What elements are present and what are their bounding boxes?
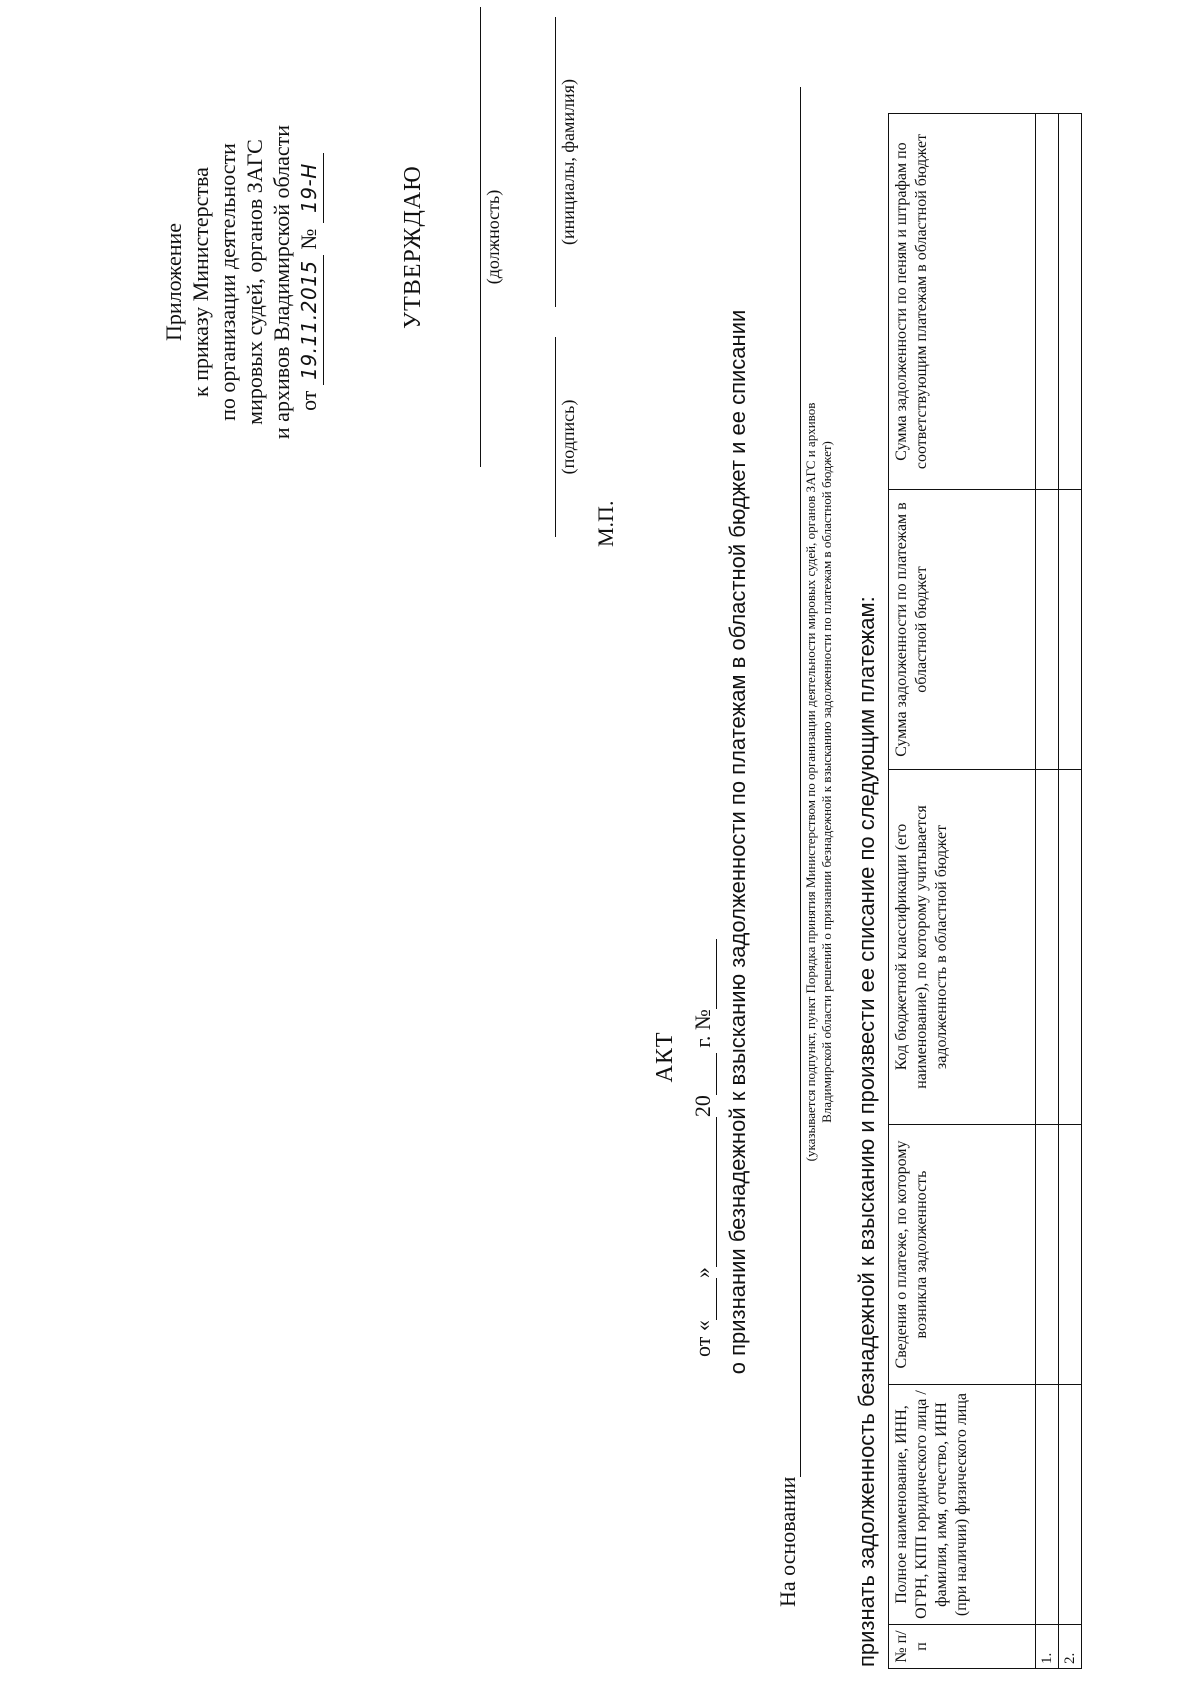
approval-title: УТВЕРЖДАЮ [400, 165, 426, 329]
appendix-number-handwritten: 19-Н [296, 153, 324, 223]
table-row [1059, 114, 1082, 1669]
appendix-line-4: мировых судей, органов ЗАГС [242, 139, 267, 425]
name-line [555, 17, 556, 307]
table-cell [1059, 770, 1082, 1125]
seal-placeholder: М.П. [593, 500, 618, 547]
appendix-number-label: № [296, 228, 321, 250]
act-dateline [690, 657, 717, 1357]
header-budget-code: Код бюджетной классификации (его наименование), по которому учитывается задолженность в областной бюджет [889, 770, 1036, 1125]
appendix-line-6 [295, 22, 324, 542]
appendix-line-3: по организации деятельности [215, 143, 240, 421]
appendix-block [160, 22, 324, 542]
appendix-line-1: Приложение [161, 222, 186, 342]
table-cell [1036, 770, 1059, 1125]
basis-note-line-1: (указывается подпункт, пункт Порядка принятия Министерством по организации деятельности мировых судей, органов ЗАГС и архивов [803, 402, 818, 1162]
table-cell: 2. [1059, 1625, 1082, 1669]
basis-note [803, 87, 835, 1477]
basis-line [800, 87, 801, 1477]
position-line [480, 7, 481, 467]
table-cell [1059, 1385, 1082, 1625]
dateline-quote-close: » [690, 1267, 715, 1279]
table-cell [1036, 490, 1059, 770]
table-cell [1036, 1385, 1059, 1625]
header-number: № п/п [889, 1625, 1036, 1669]
act-subject: о признании безнадежной к взысканию задолженности по платежам в областной бюджет и ее списании [725, 309, 750, 1375]
header-penalty-sum: Сумма задолженности по пеням и штрафам по соответствующим платежам в областной бюджет [889, 114, 1036, 490]
table-cell [1036, 1125, 1059, 1385]
signature-line [555, 337, 556, 537]
table-cell: 1. [1036, 1625, 1059, 1669]
dateline-year: 20 [690, 1095, 715, 1118]
position-caption: (должность) [483, 189, 503, 285]
table-header-row [889, 114, 1036, 1669]
table-cell [1059, 1125, 1082, 1385]
appendix-line-5: и архивов Владимирской области [269, 124, 294, 440]
table-row [1036, 114, 1059, 1669]
table-cell [1059, 114, 1082, 490]
header-debt-sum: Сумма задолженности по платежам в областной бюджет [889, 490, 1036, 770]
act-title: АКТ [652, 1031, 678, 1083]
dateline-no: № [690, 1009, 715, 1031]
basis-label: На основании [775, 1476, 800, 1607]
appendix-date-handwritten: 19.11.2015 [296, 255, 324, 385]
table-cell [1059, 490, 1082, 770]
appendix-from-label: от [296, 390, 321, 411]
basis-note-line-2: Владимирской области решений о признании безнадежной к взысканию задолженности по платежам в областной бюджет) [819, 441, 834, 1123]
resolution-text: признать задолженность безнадежной к взысканию и произвести ее списание по следующим платежам: [854, 596, 879, 1667]
dateline-from: от « [690, 1320, 715, 1357]
table-cell [1036, 114, 1059, 490]
debt-table [888, 113, 1082, 1669]
header-debtor: Полное наименование, ИНН, ОГРН, КПП юридического лица / фамилия, имя, отчество, ИНН (при наличии) физического лица [889, 1385, 1036, 1625]
name-caption: (инициалы, фамилия) [558, 79, 578, 245]
dateline-g: г. [690, 1035, 715, 1048]
appendix-line-2: к приказу Министерства [188, 167, 213, 397]
signature-caption: (подпись) [558, 399, 578, 475]
header-payment-info: Сведения о платеже, по которому возникла задолженность [889, 1125, 1036, 1385]
